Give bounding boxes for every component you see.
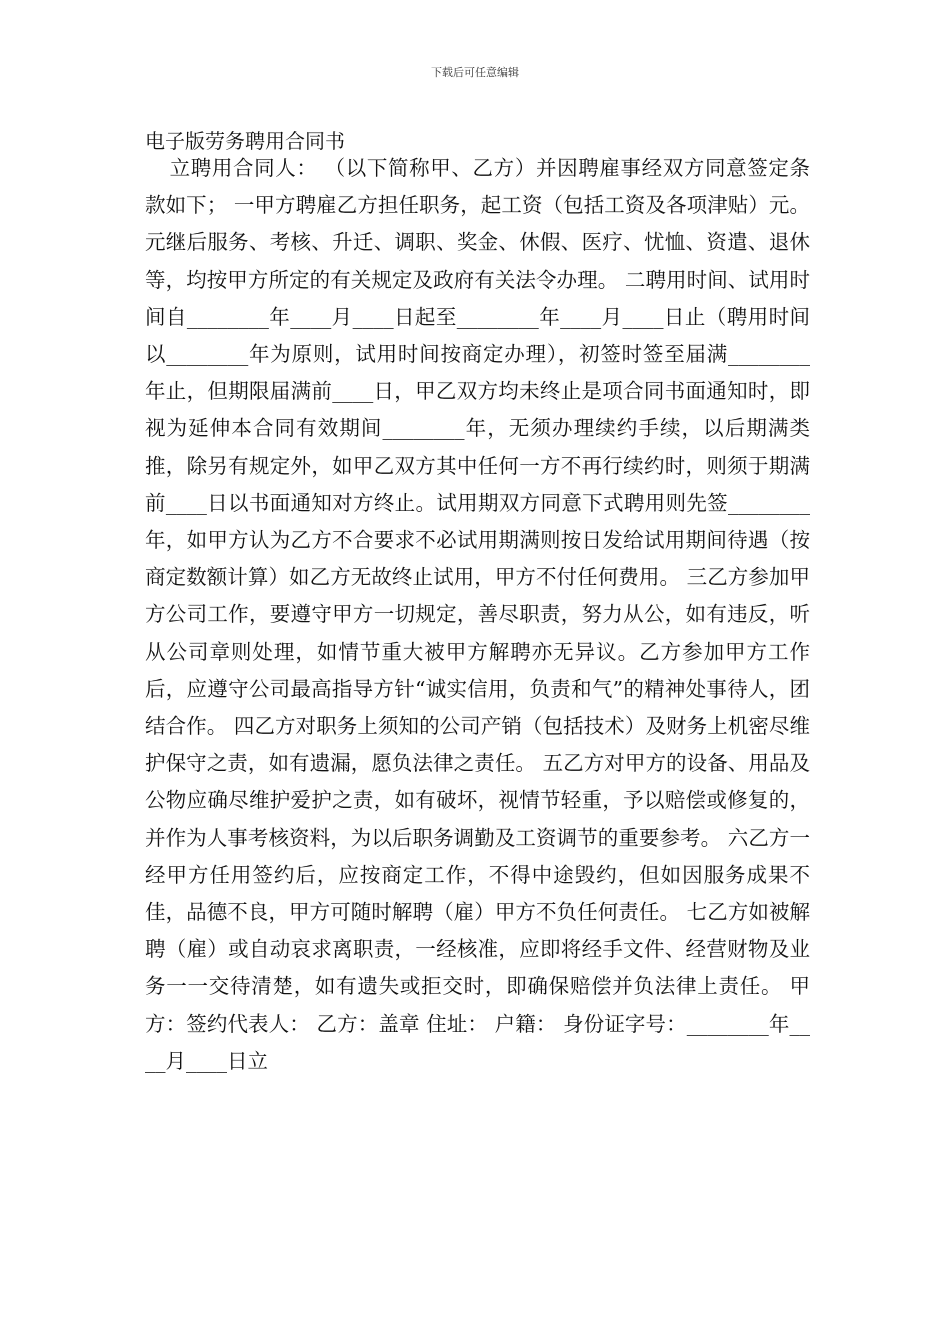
contract-body: 立聘用合同人： （以下简称甲、乙方）并因聘雇事经双方同意签定条款如下； 一甲方聘雇乙方担任职务，起工资（包括工资及各项津贴）元。 元继后服务、考核、升迁、调职、奖金、休假、医疗、忧恤、资遣、退休等，均按甲方所定的有关规定及政府有关法令办理。 二聘用时间、试用时间自________年____月____日起至________年____月____日止（聘用时间以________年为原则，试用时间按商定办理），初签时签至届满________年止，但期限届满前____日，甲乙双方均未终止是项合同书面通知时，即视为延伸本合同有效期间________年，无须办理续约手续，以后期满类推，除另有规定外，如甲乙双方其中任何一方不再行续约时，则须于期满前____日以书面通知对方终止。试用期双方同意下式聘用则先签________年，如甲方认为乙方不合要求不必试用期满则按日发给试用期间待遇（按商定数额计算）如乙方无故终止试用，甲方不付任何费用。 三乙方参加甲方公司工作，要遵守甲方一切规定，善尽职责，努力从公，如有违反，听从公司章则处理，如情节重大被甲方解聘亦无异议。乙方参加甲方工作后，应遵守公司最高指导方针“诚实信用，负责和气”的精神处事待人，团结合作。 四乙方对职务上须知的公司产销（包括技术）及财务上机密尽维护保守之责，如有遗漏，愿负法律之责任。 五乙方对甲方的设备、用品及公物应确尽维护爱护之责，如有破坏，视情节轻重，予以赔偿或修复的，并作为人事考核资料，为以后职务调勤及工资调节的重要参考。 六乙方一经甲方任用签约后，应按商定工作，不得中途毁约，但如因服务成果不佳，品德不良，甲方可随时解聘（雇）甲方不负任何责任。 七乙方如被解聘（雇）或自动哀求离职责，一经核准，应即将经手文件、经营财物及业务一一交待清楚，如有遗失或拒交时，即确保赔偿并负法律上责任。 甲方：签约代表人： 乙方：盖章 住址： 户籍： 身份证字号：________年____月____日立 <box>145 156 810 1073</box>
document-title: 电子版劳务聘用合同书 <box>145 129 345 153</box>
download-note: 下载后可任意编辑 <box>431 66 519 79</box>
